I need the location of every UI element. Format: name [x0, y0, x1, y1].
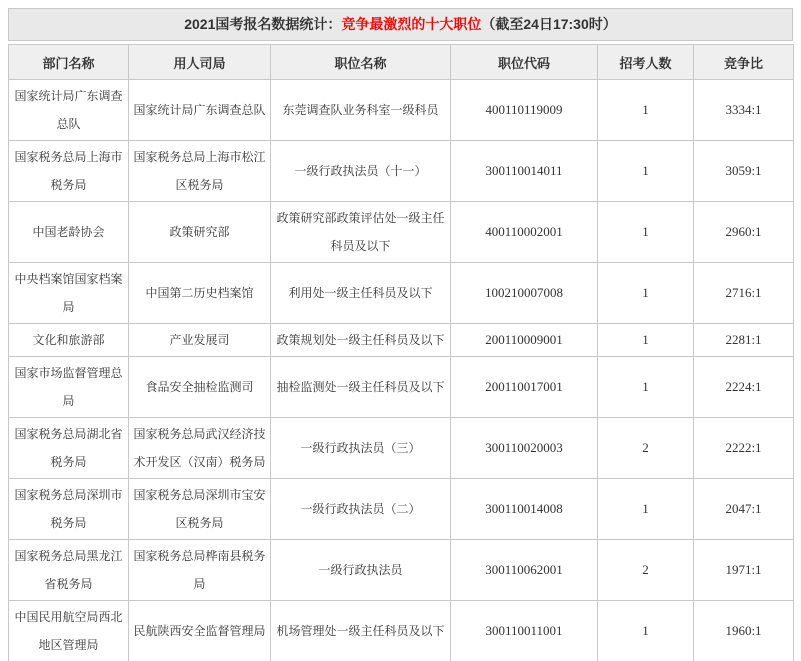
table-row [9, 202, 794, 263]
table-row [9, 540, 794, 601]
cell-count: 2 [598, 540, 694, 601]
table-body [9, 80, 794, 661]
cell-dept: 国家税务总局湖北省税务局 [9, 418, 129, 479]
cell-count: 1 [598, 357, 694, 418]
cell-bureau: 国家税务总局深圳市宝安区税务局 [129, 479, 271, 540]
cell-position: 一级行政执法员（三） [271, 418, 451, 479]
cell-ratio: 2716:1 [694, 263, 794, 324]
cell-count: 1 [598, 601, 694, 661]
cell-ratio: 2960:1 [694, 202, 794, 263]
col-header-ratio: 竞争比 [694, 45, 794, 80]
cell-ratio: 1971:1 [694, 540, 794, 601]
cell-dept: 国家统计局广东调查总队 [9, 80, 129, 141]
cell-position: 东莞调查队业务科室一级科员 [271, 80, 451, 141]
cell-ratio: 2047:1 [694, 479, 794, 540]
table-title [8, 8, 793, 41]
cell-bureau: 民航陕西安全监督管理局 [129, 601, 271, 661]
table-row [9, 601, 794, 661]
cell-dept: 中央档案馆国家档案局 [9, 263, 129, 324]
cell-bureau: 国家税务总局上海市松江区税务局 [129, 141, 271, 202]
col-header-count: 招考人数 [598, 45, 694, 80]
cell-bureau: 产业发展司 [129, 324, 271, 357]
cell-dept: 国家税务总局黑龙江省税务局 [9, 540, 129, 601]
cell-bureau: 国家税务总局桦南县税务局 [129, 540, 271, 601]
cell-position: 利用处一级主任科员及以下 [271, 263, 451, 324]
table-row [9, 479, 794, 540]
cell-dept: 中国民用航空局西北地区管理局 [9, 601, 129, 661]
col-header-code: 职位代码 [451, 45, 598, 80]
cell-position: 一级行政执法员（二） [271, 479, 451, 540]
cell-count: 2 [598, 418, 694, 479]
cell-code: 400110119009 [451, 80, 598, 141]
cell-dept: 国家税务总局上海市税务局 [9, 141, 129, 202]
cell-code: 200110017001 [451, 357, 598, 418]
cell-position: 机场管理处一级主任科员及以下 [271, 601, 451, 661]
col-header-dept: 部门名称 [9, 45, 129, 80]
cell-code: 200110009001 [451, 324, 598, 357]
cell-position: 抽检监测处一级主任科员及以下 [271, 357, 451, 418]
cell-dept: 文化和旅游部 [9, 324, 129, 357]
cell-position: 一级行政执法员（十一） [271, 141, 451, 202]
cell-code: 100210007008 [451, 263, 598, 324]
cell-ratio: 1960:1 [694, 601, 794, 661]
cell-code: 300110011001 [451, 601, 598, 661]
cell-count: 1 [598, 263, 694, 324]
cell-count: 1 [598, 141, 694, 202]
cell-bureau: 国家税务总局武汉经济技术开发区（汉南）税务局 [129, 418, 271, 479]
cell-code: 300110020003 [451, 418, 598, 479]
cell-ratio: 3334:1 [694, 80, 794, 141]
cell-bureau: 食品安全抽检监测司 [129, 357, 271, 418]
header-row [9, 45, 794, 80]
table-row [9, 80, 794, 141]
col-header-bureau: 用人司局 [129, 45, 271, 80]
table-title-suffix: （截至24日17:30时） [481, 16, 617, 32]
cell-count: 1 [598, 324, 694, 357]
cell-count: 1 [598, 202, 694, 263]
cell-dept: 国家市场监督管理总局 [9, 357, 129, 418]
cell-position: 政策规划处一级主任科员及以下 [271, 324, 451, 357]
cell-code: 300110014008 [451, 479, 598, 540]
cell-position: 政策研究部政策评估处一级主任科员及以下 [271, 202, 451, 263]
cell-position: 一级行政执法员 [271, 540, 451, 601]
cell-count: 1 [598, 479, 694, 540]
cell-bureau: 政策研究部 [129, 202, 271, 263]
cell-ratio: 2222:1 [694, 418, 794, 479]
table-title-highlight: 竞争最激烈的十大职位 [341, 16, 482, 32]
cell-ratio: 3059:1 [694, 141, 794, 202]
table-row [9, 263, 794, 324]
table-row [9, 141, 794, 202]
cell-ratio: 2224:1 [694, 357, 794, 418]
cell-code: 300110014011 [451, 141, 598, 202]
col-header-position: 职位名称 [271, 45, 451, 80]
stats-table [8, 44, 794, 661]
cell-count: 1 [598, 80, 694, 141]
cell-code: 400110002001 [451, 202, 598, 263]
cell-dept: 中国老龄协会 [9, 202, 129, 263]
cell-ratio: 2281:1 [694, 324, 794, 357]
cell-code: 300110062001 [451, 540, 598, 601]
cell-bureau: 中国第二历史档案馆 [129, 263, 271, 324]
table-row [9, 324, 794, 357]
cell-dept: 国家税务总局深圳市税务局 [9, 479, 129, 540]
table-title-prefix: 2021国考报名数据统计： [184, 16, 342, 32]
table-row [9, 418, 794, 479]
table-header [9, 45, 794, 80]
table-row [9, 357, 794, 418]
cell-bureau: 国家统计局广东调查总队 [129, 80, 271, 141]
